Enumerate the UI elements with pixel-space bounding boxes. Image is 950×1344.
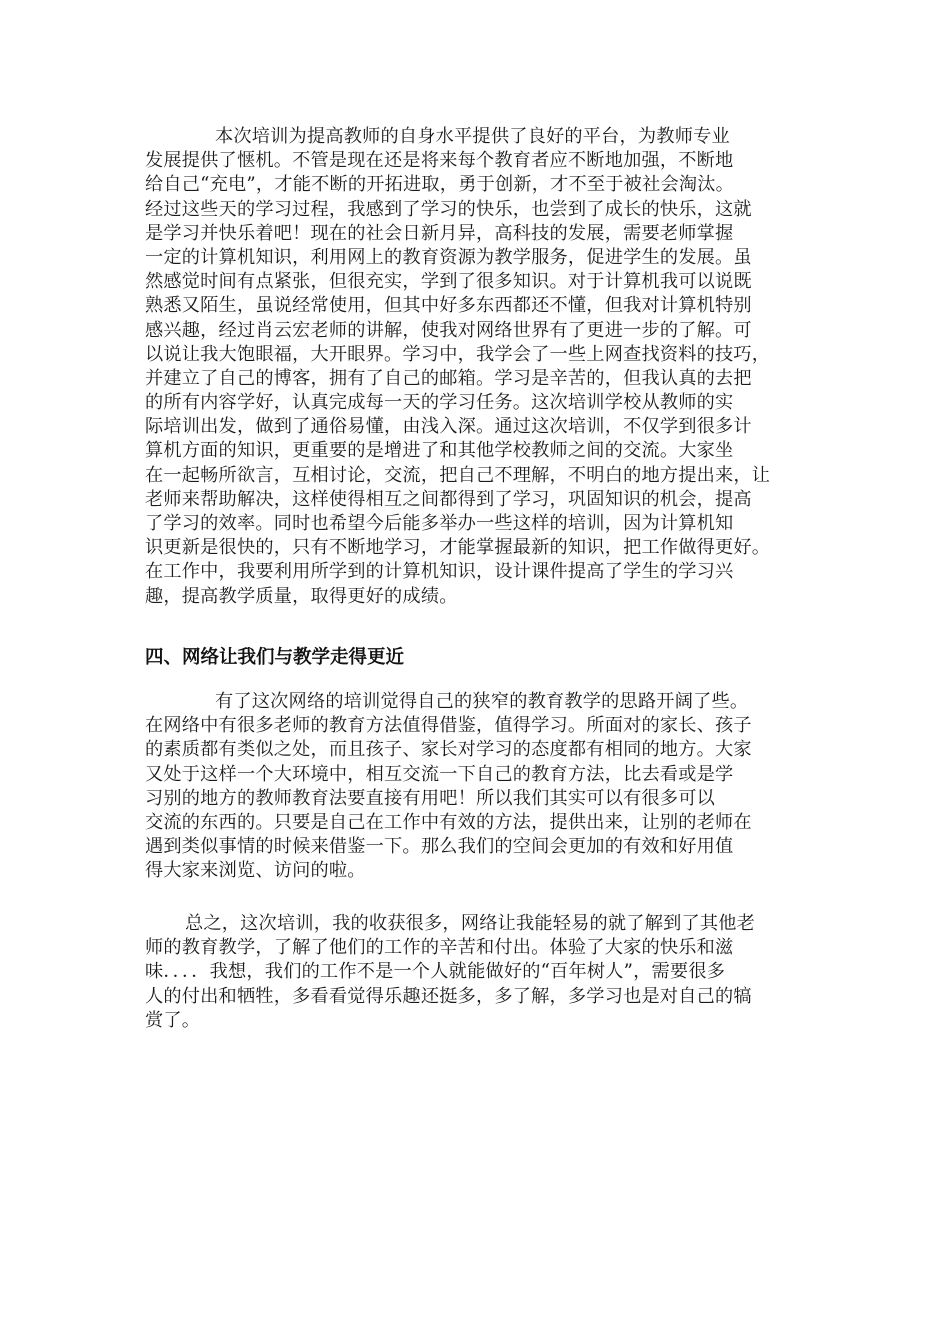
text-line: 了学习的效率。同时也希望今后能多举办一些这样的培训，因为计算机知 — [145, 513, 734, 534]
text-line: 的所有内容学好，认真完成每一天的学习任务。这次培训学校从教师的实 — [145, 392, 734, 414]
text-line: 识更新是很快的，只有不断地学习，才能掌握最新的知识，把工作做得更好。 — [145, 537, 771, 559]
text-line: 又处于这样一个大环境中，相互交流一下自己的教育方法，比去看或是学 — [145, 763, 734, 785]
text-line: 是学习并快乐着吧！现在的社会日新月异，高科技的发展，需要老师掌握 — [145, 222, 734, 244]
text-line: 算机方面的知识，更重要的是增进了和其他学校教师之间的交流。大家坐 — [145, 440, 734, 462]
text-line: 发展提供了惬机。不管是现在还是将来每个教育者应不断地加强，不断地 — [145, 150, 734, 172]
text-line: 以说让我大饱眼福，大开眼界。学习中，我学会了一些上网查找资料的技巧， — [145, 343, 771, 365]
text-line: 本次培训为提高教师的自身水平提供了良好的平台，为教师专业 — [215, 126, 730, 147]
text-line: 在网络中有很多老师的教育方法值得借鉴，值得学习。所面对的家长、孩子 — [145, 715, 752, 737]
text-line: 得大家来浏览、访问的啦。 — [145, 860, 366, 882]
text-line: 师的教育教学，了解了他们的工作的辛苦和付出。体验了大家的快乐和滋 — [145, 937, 734, 959]
text-line: 并建立了自己的博客，拥有了自己的邮箱。学习是辛苦的，但我认真的去把 — [145, 367, 752, 389]
text-line: 的素质都有类似之处，而且孩子、家长对学习的态度都有相同的地方。大家 — [145, 739, 752, 761]
text-line: 遇到类似事情的时候来借鉴一下。那么我们的空间会更加的有效和好用值 — [145, 836, 734, 858]
text-line: 赏了。 — [145, 1009, 201, 1031]
paragraph-network-teaching — [145, 690, 825, 884]
text-line: 习别的地方的教师教育法要直接有用吧！所以我们其实可以有很多可以 — [145, 787, 716, 809]
paragraph-conclusion — [145, 912, 825, 1033]
text-line: 感兴趣，经过肖云宏老师的讲解，使我对网络世界有了更进一步的了解。可 — [145, 319, 752, 341]
text-line: 熟悉又陌生，虽说经常使用，但其中好多东西都还不懂，但我对计算机特别 — [145, 295, 752, 317]
section-heading: 四、网络让我们与教学走得更近 — [145, 647, 405, 668]
text-line: 总之，这次培训，我的收获很多，网络让我能轻易的就了解到了其他老 — [185, 913, 756, 934]
text-line: 味．．．．我想，我们的工作不是一个人就能做好的“百年树人”，需要很多 — [145, 961, 726, 983]
text-line: 人的付出和牺牲，多看看觉得乐趣还挺多，多了解，多学习也是对自己的犒 — [145, 985, 752, 1007]
paragraph-training-reflection — [145, 125, 825, 609]
text-line: 在工作中，我要利用所学到的计算机知识，设计课件提高了学生的学习兴 — [145, 561, 734, 583]
text-line: 趣，提高教学质量，取得更好的成绩。 — [145, 585, 458, 607]
text-line: 有了这次网络的培训觉得自己的狭窄的教育教学的思路开阔了些。 — [215, 691, 749, 712]
text-line: 在一起畅所欲言，互相讨论，交流，把自己不理解，不明白的地方提出来，让 — [145, 464, 771, 486]
text-line: 给自己“充电”，才能不断的开拓进取，勇于创新，才不至于被社会淘汰。 — [145, 174, 735, 196]
text-line: 然感觉时间有点紧张，但很充实，学到了很多知识。对于计算机我可以说既 — [145, 271, 752, 293]
text-line: 老师来帮助解决，这样使得相互之间都得到了学习，巩固知识的机会，提高 — [145, 488, 752, 510]
text-line: 际培训出发，做到了通俗易懂，由浅入深。通过这次培训，不仅学到很多计 — [145, 416, 752, 438]
text-line: 一定的计算机知识，利用网上的教育资源为教学服务，促进学生的发展。虽 — [145, 246, 752, 268]
text-line: 交流的东西的。只要是自己在工作中有效的方法，提供出来，让别的老师在 — [145, 811, 752, 833]
text-line: 经过这些天的学习过程，我感到了学习的快乐，也尝到了成长的快乐，这就 — [145, 198, 752, 220]
